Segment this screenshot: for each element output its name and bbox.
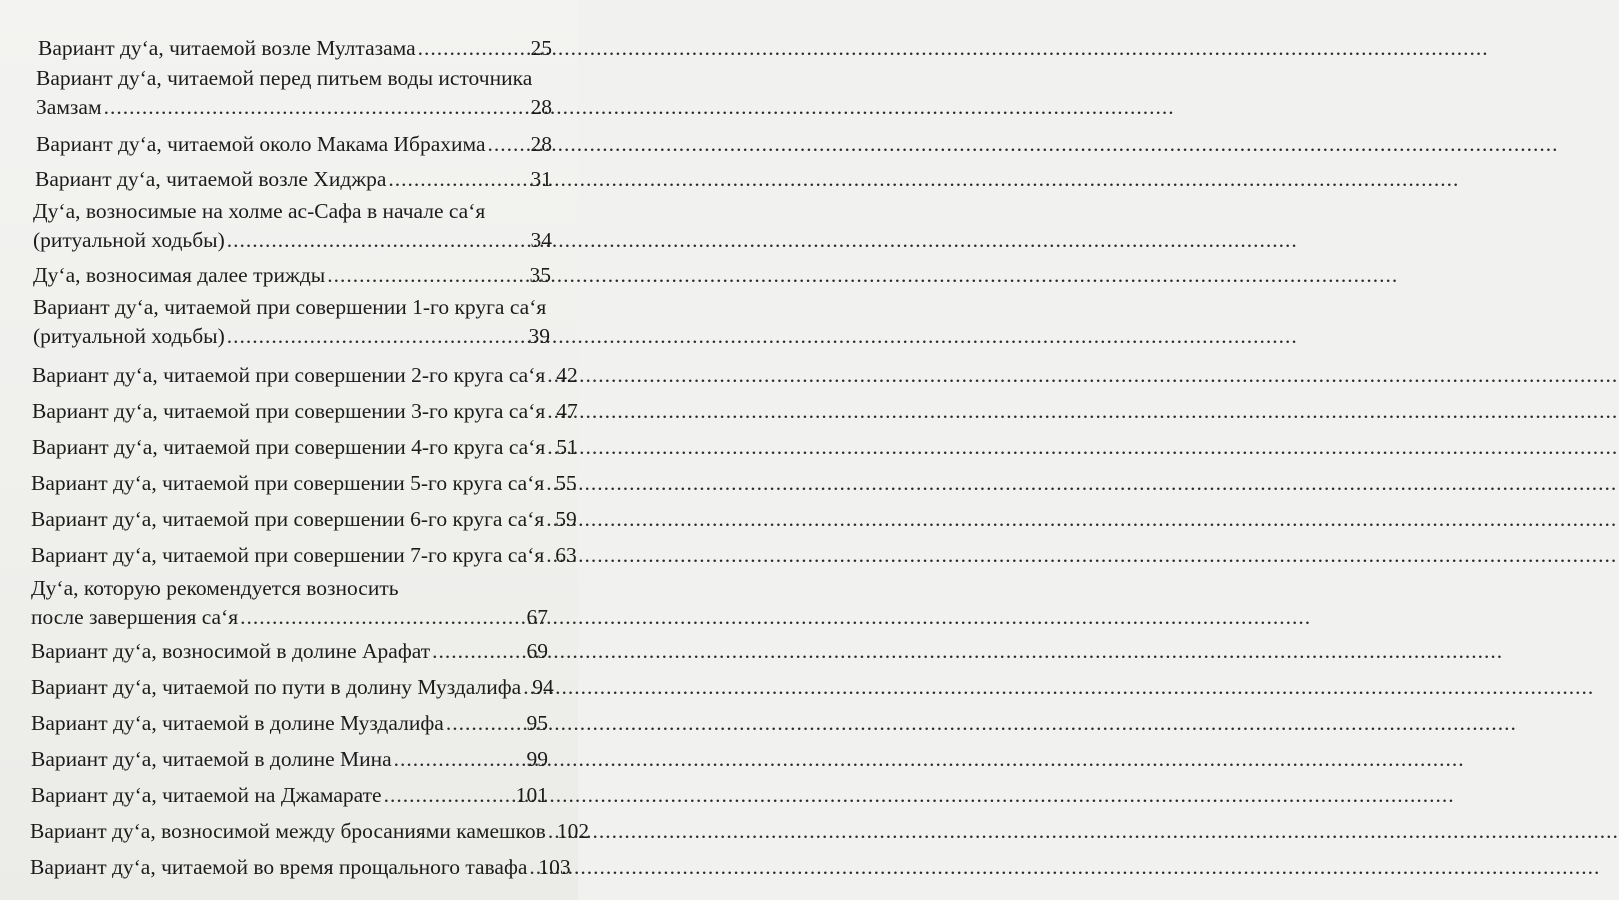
dot-leader (104, 93, 528, 122)
toc-entry-title: Вариант ду‘а, читаемой в долине Мина (31, 747, 392, 771)
dot-leader (432, 637, 523, 666)
dot-leader (523, 673, 529, 702)
toc-entry-last-line (31, 745, 548, 774)
toc-entry (0, 165, 578, 194)
toc-page-number: 31 (530, 167, 552, 191)
dot-leader (546, 505, 552, 534)
toc-entry-title: Вариант ду‘а, читаемой на Джамарате (31, 783, 382, 807)
toc-entry-title: Вариант ду‘а, читаемой по пути в долину Муздалифа (31, 675, 522, 699)
toc-entry (0, 709, 578, 738)
toc-page-number: 94 (532, 675, 554, 699)
toc-page-number: 51 (556, 435, 578, 459)
dot-leader (327, 261, 526, 290)
toc-entry (0, 673, 578, 702)
toc-entry-title: Вариант ду‘а, читаемой при совершении 6-го круга са‘я (31, 507, 545, 531)
toc-entry (0, 397, 578, 426)
toc-page-number: 99 (526, 747, 548, 771)
dot-leader (547, 361, 553, 390)
dot-leader (446, 709, 524, 738)
toc-page (0, 0, 590, 900)
toc-entry-title: Вариант ду‘а, читаемой при совершении 7-го круга са‘я (31, 543, 545, 567)
toc-entry-title: после завершения са‘я (31, 605, 239, 629)
toc-entry-title: Вариант ду‘а, читаемой во время прощального тавафа (30, 855, 528, 879)
toc-entry (0, 781, 578, 810)
toc-entry (0, 637, 578, 666)
toc-entry-last-line (33, 261, 551, 290)
toc-entry (0, 197, 578, 255)
toc-entry (0, 853, 578, 882)
toc-entry (0, 505, 578, 534)
toc-entry (0, 64, 578, 122)
toc-entry-line (36, 64, 552, 93)
toc-page-number: 69 (526, 639, 548, 663)
toc-entry-last-line (32, 361, 578, 390)
dot-leader (384, 781, 513, 810)
toc-entry-title: Ду‘а, возносимая далее трижды (33, 263, 326, 287)
toc-entry-line (33, 293, 550, 322)
dot-leader (529, 853, 535, 882)
toc-entry (0, 469, 578, 498)
toc-entry-last-line (31, 637, 548, 666)
toc-entry-last-line (31, 505, 577, 534)
dot-leader (488, 130, 528, 159)
toc-entry-last-line (33, 226, 552, 255)
dot-leader (240, 603, 523, 632)
dot-leader (546, 469, 552, 498)
toc-entry-last-line (31, 673, 554, 702)
toc-entry-title: Ду‘а, возносимые на холме ас-Сафа в начале са‘я (33, 199, 486, 223)
toc-entry-title: Вариант ду‘а, читаемой при совершении 2-го круга са‘я (32, 363, 546, 387)
toc-entry-last-line (33, 322, 550, 351)
toc-entry-title: Вариант ду‘а, читаемой перед питьем воды источника (36, 66, 533, 90)
dot-leader (547, 397, 553, 426)
toc-entry-last-line (30, 817, 590, 846)
toc-entry-last-line (38, 34, 552, 63)
toc-entry-last-line (31, 781, 548, 810)
toc-entry-last-line (31, 709, 548, 738)
toc-entry-title: Вариант ду‘а, читаемой при совершении 4-го круга са‘я (32, 435, 546, 459)
toc-entry-last-line (35, 165, 552, 194)
dot-leader (418, 34, 528, 63)
toc-entry (0, 574, 578, 632)
toc-page-number: 35 (529, 263, 551, 287)
toc-entry-last-line (31, 603, 548, 632)
toc-entry (0, 130, 578, 159)
toc-page-number: 102 (556, 819, 590, 843)
toc-entry (0, 261, 578, 290)
toc-entry-last-line (30, 853, 571, 882)
toc-page-number: 28 (530, 132, 552, 156)
toc-entry-last-line (36, 93, 552, 122)
toc-page-number: 59 (555, 507, 577, 531)
dot-leader (227, 226, 528, 255)
toc-entry-title: Вариант ду‘а, читаемой при совершении 5-го круга са‘я (31, 471, 545, 495)
dot-leader (547, 433, 553, 462)
toc-entry (0, 361, 578, 390)
toc-entry-title: Вариант ду‘а, читаемой возле Мултазама (38, 36, 416, 60)
toc-entry-title: Ду‘а, которую рекомендуется возносить (31, 576, 399, 600)
toc-page-number: 39 (528, 324, 550, 348)
toc-entry-title: Вариант ду‘а, возносимой в долине Арафат (31, 639, 431, 663)
toc-page-number: 47 (556, 399, 578, 423)
toc-entry-title: Вариант ду‘а, читаемой при совершении 3-го круга са‘я (32, 399, 546, 423)
dot-leader (388, 165, 527, 194)
toc-entry-title: Вариант ду‘а, возносимой между бросаниями камешков (30, 819, 546, 843)
toc-entry (0, 817, 590, 846)
toc-entry-title: Вариант ду‘а, читаемой возле Хиджра (35, 167, 387, 191)
toc-entry-line (33, 197, 552, 226)
toc-entry-last-line (32, 397, 578, 426)
toc-entry-title: (ритуальной ходьбы) (33, 324, 225, 348)
dot-leader (548, 817, 554, 846)
toc-page-number: 103 (538, 855, 571, 879)
toc-entry-last-line (32, 433, 578, 462)
toc-entry (0, 293, 578, 351)
toc-entry (0, 433, 578, 462)
toc-entry (0, 34, 578, 63)
toc-entry-title: (ритуальной ходьбы) (33, 228, 225, 252)
toc-page-number: 25 (530, 36, 552, 60)
toc-entry-title: Вариант ду‘а, читаемой в долине Муздалифа (31, 711, 444, 735)
toc-page-number: 28 (530, 95, 552, 119)
toc-page-number: 63 (555, 543, 577, 567)
toc-entry-title: Вариант ду‘а, читаемой около Макама Ибрахима (36, 132, 486, 156)
toc-entry-title: Замзам (36, 95, 102, 119)
toc-page-number: 67 (526, 605, 548, 629)
toc-page-number: 34 (530, 228, 552, 252)
toc-entry (0, 541, 578, 570)
toc-entry-last-line (31, 469, 577, 498)
dot-leader (394, 745, 524, 774)
dot-leader (227, 322, 526, 351)
toc-entry-last-line (31, 541, 577, 570)
toc-page-number: 95 (526, 711, 548, 735)
toc-page-number: 42 (556, 363, 578, 387)
toc-entry-line (31, 574, 548, 603)
dot-leader (546, 541, 552, 570)
toc-entry (0, 745, 578, 774)
toc-entry-last-line (36, 130, 552, 159)
toc-page-number: 101 (515, 783, 548, 807)
toc-page-number: 55 (555, 471, 577, 495)
toc-entry-title: Вариант ду‘а, читаемой при совершении 1-го круга са‘я (33, 295, 547, 319)
